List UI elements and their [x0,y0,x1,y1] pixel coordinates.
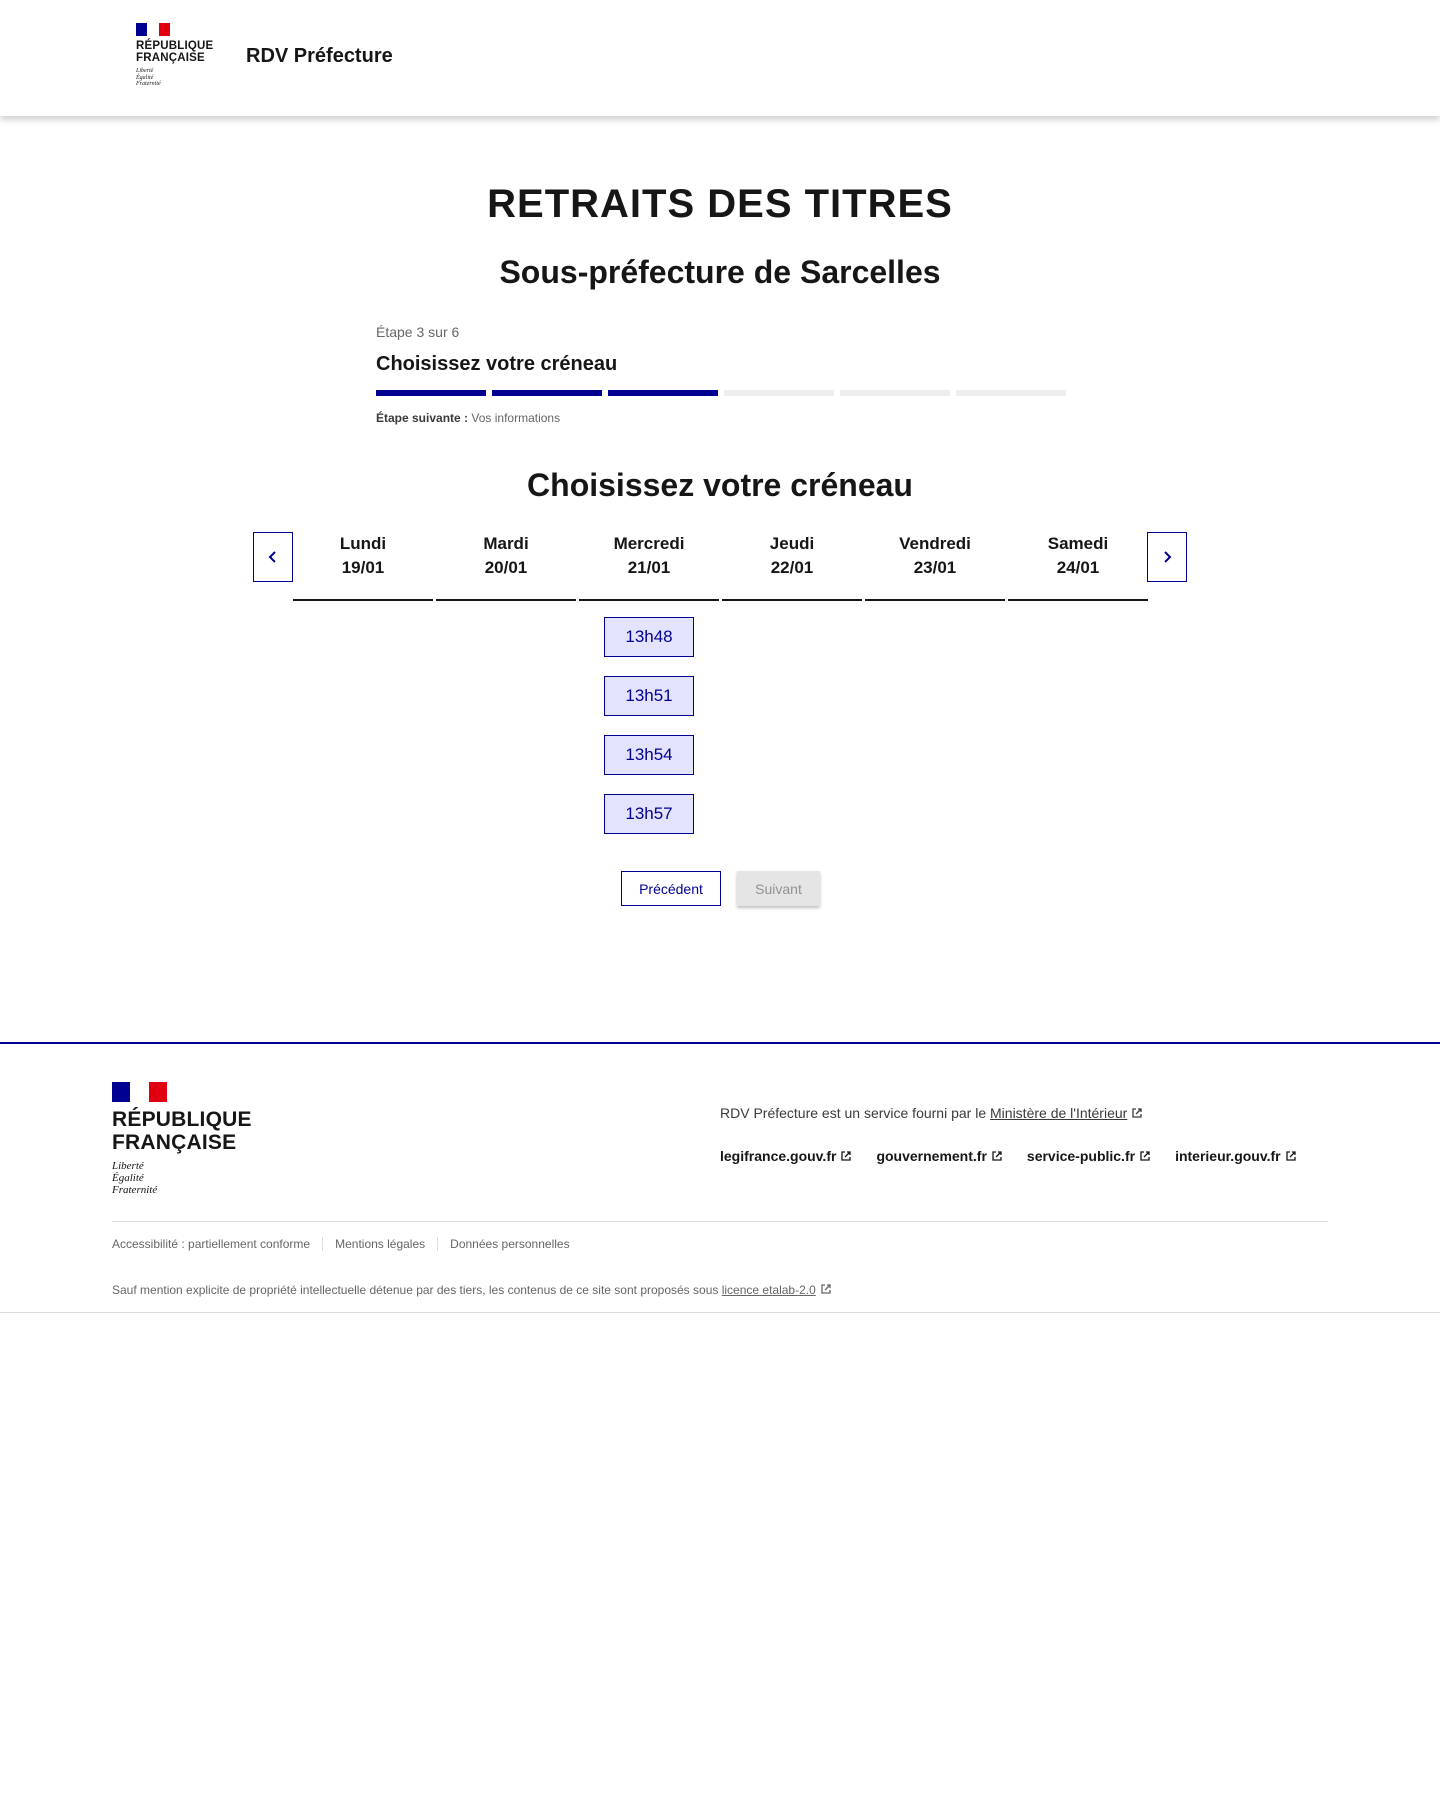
stepper-progress [376,390,1066,396]
day-column [436,532,576,601]
footer-license-text: Sauf mention explicite de propriété intellectuelle détenue par des tiers, les contenus de ce site sont proposés sous [112,1283,719,1297]
day-date: 24/01 [1056,558,1100,577]
slot-picker-heading: Choisissez votre créneau [527,467,913,503]
ministere-link-label: Ministère de l'Intérieur [990,1105,1128,1121]
footer-external-link[interactable] [1027,1148,1151,1164]
footer-marianne-flag-icon [112,1082,167,1102]
stepper-next-label: Étape suivante : [376,411,469,425]
time-slot-button[interactable]: 13h51 [604,676,694,716]
footer-bottom-link[interactable]: Données personnelles [437,1237,581,1251]
next-button[interactable]: Suivant [737,871,820,906]
stepper-segment [608,390,718,396]
footer-external-link[interactable] [720,1148,852,1164]
footer-link-label: gouvernement.fr [876,1148,987,1164]
devise-egalite: Égalité [136,74,154,81]
stepper-next-step [376,411,560,425]
day-date: 19/01 [341,558,385,577]
previous-week-button[interactable] [253,532,293,582]
footer-devise-liberte: Liberté [112,1160,144,1172]
day-column [579,532,719,601]
stepper-title: Choisissez votre créneau [376,353,618,375]
stepper-segment [956,390,1066,396]
footer-link-label: legifrance.gouv.fr [720,1148,837,1164]
ministere-link[interactable] [990,1105,1143,1121]
day-columns [293,532,1148,601]
stepper-segment [492,390,602,396]
footer-bottom-link[interactable]: Mentions légales [322,1237,437,1251]
day-name: Mercredi [613,534,685,553]
day-name: Vendredi [899,534,971,553]
day-column [293,532,433,601]
site-header [0,0,1440,116]
day-column [722,532,862,601]
day-name: Mardi [483,534,529,553]
time-slot-list [604,617,694,834]
devise-fraternite: Fraternité [136,81,161,87]
chevron-right-icon [1160,550,1174,564]
footer-description [720,1105,1143,1121]
footer-republique-francaise-logo[interactable] [112,1082,252,1196]
day-date: 20/01 [484,558,528,577]
license-link-label: licence etalab-2.0 [721,1283,816,1297]
footer-devise-fraternite: Fraternité [112,1184,158,1196]
previous-button[interactable]: Précédent [621,871,721,906]
external-link-icon [1139,1150,1151,1162]
footer-divider [112,1221,1328,1222]
day-date: 22/01 [770,558,814,577]
footer-bottom-links [112,1237,582,1251]
external-link-icon [820,1283,832,1295]
external-link-icon [1285,1150,1297,1162]
time-slot-button[interactable]: 13h48 [604,617,694,657]
logo-text-francaise: FRANÇAISE [136,52,205,64]
day-name: Jeudi [769,534,815,553]
page-subtitle: Sous-préfecture de Sarcelles [499,254,941,290]
footer-description-text: RDV Préfecture est un service fourni par le [720,1105,987,1121]
site-footer [0,1042,1440,1313]
footer-external-link[interactable] [1175,1148,1297,1164]
time-slot-button[interactable]: 13h54 [604,735,694,775]
logo-text-republique: RÉPUBLIQUE [136,40,214,52]
footer-link-label: interieur.gouv.fr [1175,1148,1281,1164]
stepper-count: Étape 3 sur 6 [376,324,460,340]
chevron-left-icon [266,550,280,564]
page-title: RETRAITS DES TITRES [487,182,953,226]
time-slot-button[interactable]: 13h57 [604,794,694,834]
footer-bottom-link[interactable]: Accessibilité : partiellement conforme [112,1237,311,1251]
next-week-button[interactable] [1147,532,1187,582]
day-name: Samedi [1047,534,1109,553]
devise-liberte: Liberté [136,68,154,74]
day-column [1008,532,1148,601]
republique-francaise-logo[interactable] [136,23,216,88]
external-link-icon [840,1150,852,1162]
stepper-segment [724,390,834,396]
day-date: 21/01 [627,558,671,577]
license-link[interactable] [722,1283,832,1297]
stepper-next-value: Vos informations [471,411,561,425]
footer-logo-text-francaise: FRANÇAISE [112,1131,237,1154]
footer-license [112,1283,832,1297]
day-column [865,532,1005,601]
footer-devise-egalite: Égalité [112,1172,144,1184]
day-name: Lundi [339,534,387,553]
stepper-segment [840,390,950,396]
marianne-flag-icon [136,23,170,36]
footer-external-link[interactable] [876,1148,1002,1164]
external-link-icon [1131,1107,1143,1119]
external-link-icon [991,1150,1003,1162]
footer-link-label: service-public.fr [1026,1148,1136,1164]
footer-links [720,1148,1297,1164]
service-title[interactable]: RDV Préfecture [246,45,393,67]
footer-logo-text-republique: RÉPUBLIQUE [112,1108,252,1131]
day-date: 23/01 [913,558,957,577]
stepper-segment [376,390,486,396]
